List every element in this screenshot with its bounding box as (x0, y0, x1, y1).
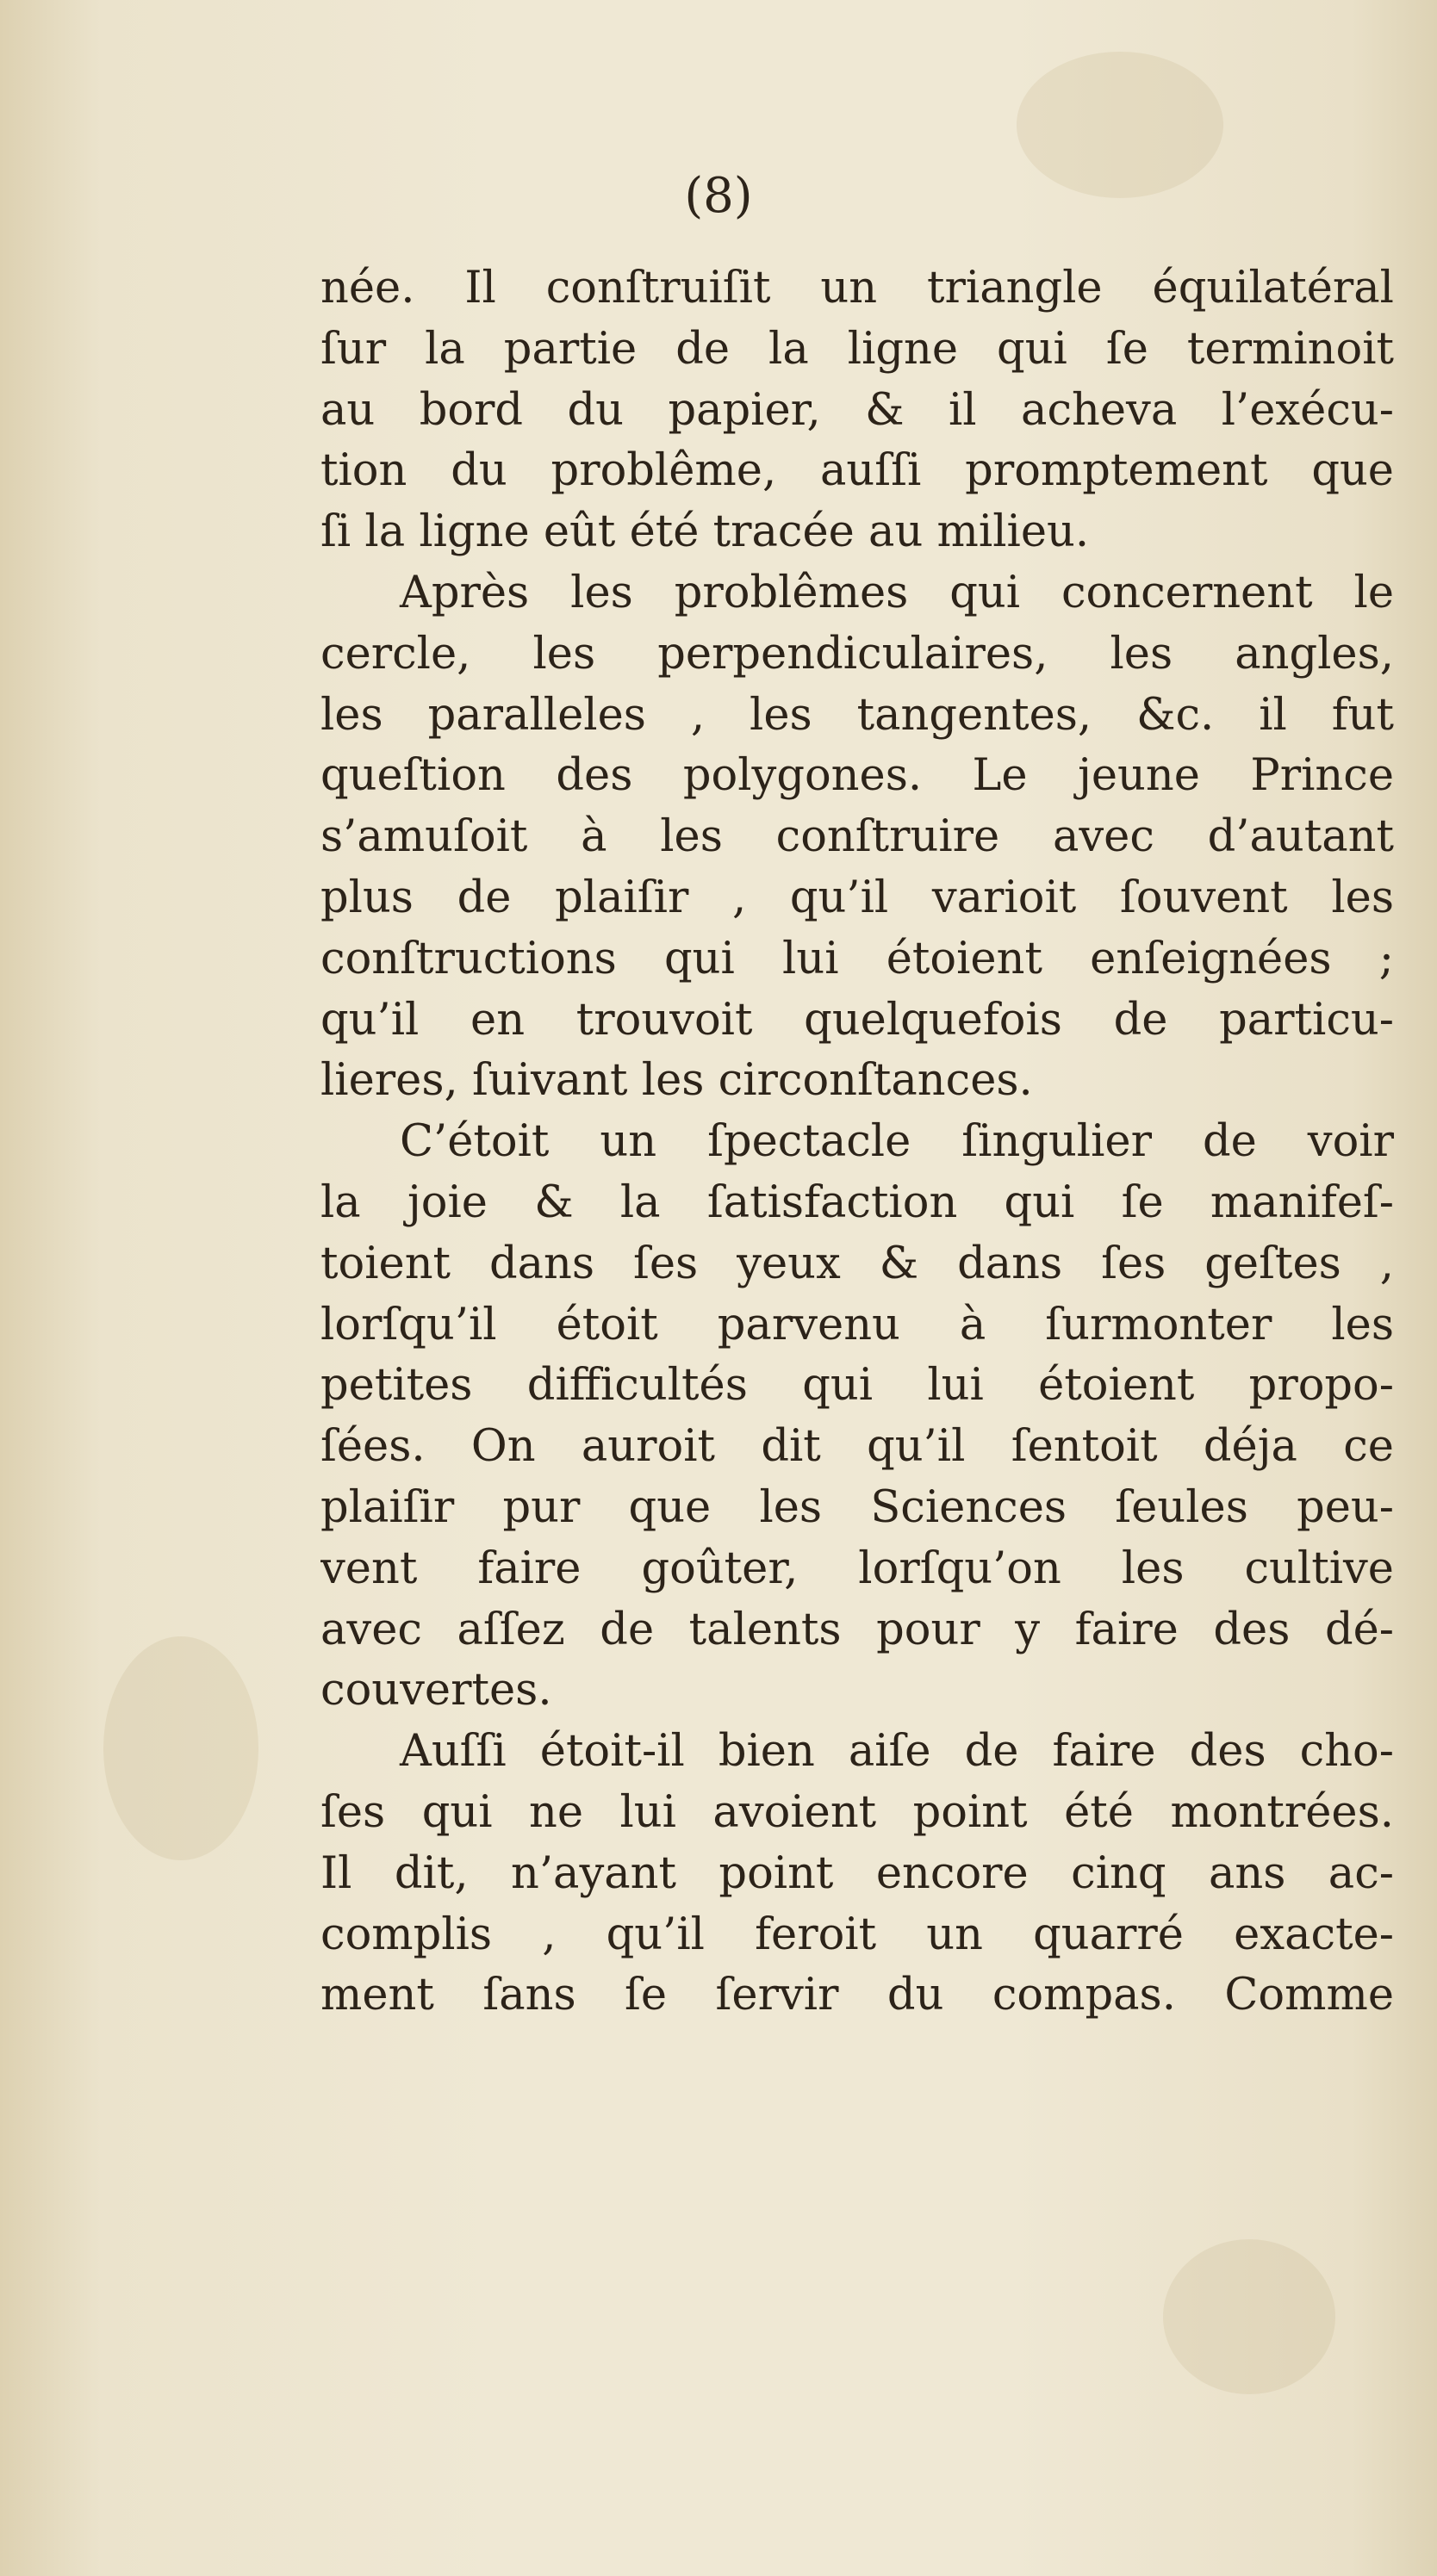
text-line: C’étoit un ſpectacle ſingulier de voir (400, 1116, 1394, 1168)
text-line: ſur la partie de la ligne qui ſe terminoit (320, 323, 1394, 375)
text-line: lorſqu’il étoit parvenu à ſurmonter les (320, 1299, 1394, 1350)
text-line: au bord du papier, & il acheva l’exécu- (320, 384, 1394, 436)
text-line: qu’il en trouvoit quelquefois de particu- (320, 994, 1394, 1046)
text-line: plus de plaiſir , qu’il varioit ſouvent les (320, 872, 1394, 923)
paper-stain (1163, 2239, 1335, 2394)
text-line: plaiſir pur que les Sciences ſeules peu- (320, 1481, 1394, 1533)
page-number: (8) (684, 168, 753, 224)
text-line: née. Il conſtruiſit un triangle équilatéral (320, 263, 1394, 313)
text-line: vent faire goûter, lorſqu’on les cultive (320, 1542, 1394, 1594)
text-line: ment ſans ſe ſervir du compas. Comme (320, 1970, 1394, 2021)
text-line: conſtructions qui lui étoient enſeignées ; (320, 933, 1394, 984)
text-line: ſes qui ne lui avoient point été montrées. (320, 1786, 1394, 1838)
text-line: tion du problême, auſſi promptement que (320, 445, 1394, 497)
text-line: toient dans ſes yeux & dans ſes geſtes , (320, 1238, 1394, 1289)
text-line: lieres, ſuivant les circonſtances. (320, 1055, 1033, 1107)
text-line: les paralleles , les tangentes, &c. il fut (320, 689, 1394, 741)
text-line: la joie & la ſatisfaction qui ſe manifeſ- (320, 1176, 1394, 1228)
text-line: ſi la ligne eût été tracée au milieu. (320, 506, 1090, 558)
body-text (320, 258, 1394, 2027)
text-line: Après les problêmes qui concernent le (400, 567, 1394, 618)
text-line: cercle, les perpendiculaires, les angles, (320, 628, 1394, 680)
text-line: s’amuſoit à les conſtruire avec d’autant (320, 811, 1394, 863)
text-line: avec aſſez de talents pour y faire des dé- (320, 1604, 1394, 1655)
text-line: ſées. On auroit dit qu’il ſentoit déja ce (320, 1421, 1394, 1473)
text-line: queſtion des polygones. Le jeune Prince (320, 750, 1394, 802)
text-line: petites difficultés qui lui étoient propo- (320, 1360, 1394, 1412)
text-line: Auſſi étoit-il bien aiſe de faire des cho- (400, 1726, 1394, 1778)
text-line: couvertes. (320, 1665, 552, 1716)
text-line: Il dit, n’ayant point encore cinq ans ac- (320, 1847, 1394, 1899)
text-line: complis , qu’il feroit un quarré exacte- (320, 1909, 1394, 1960)
paper-stain (103, 1636, 258, 1860)
